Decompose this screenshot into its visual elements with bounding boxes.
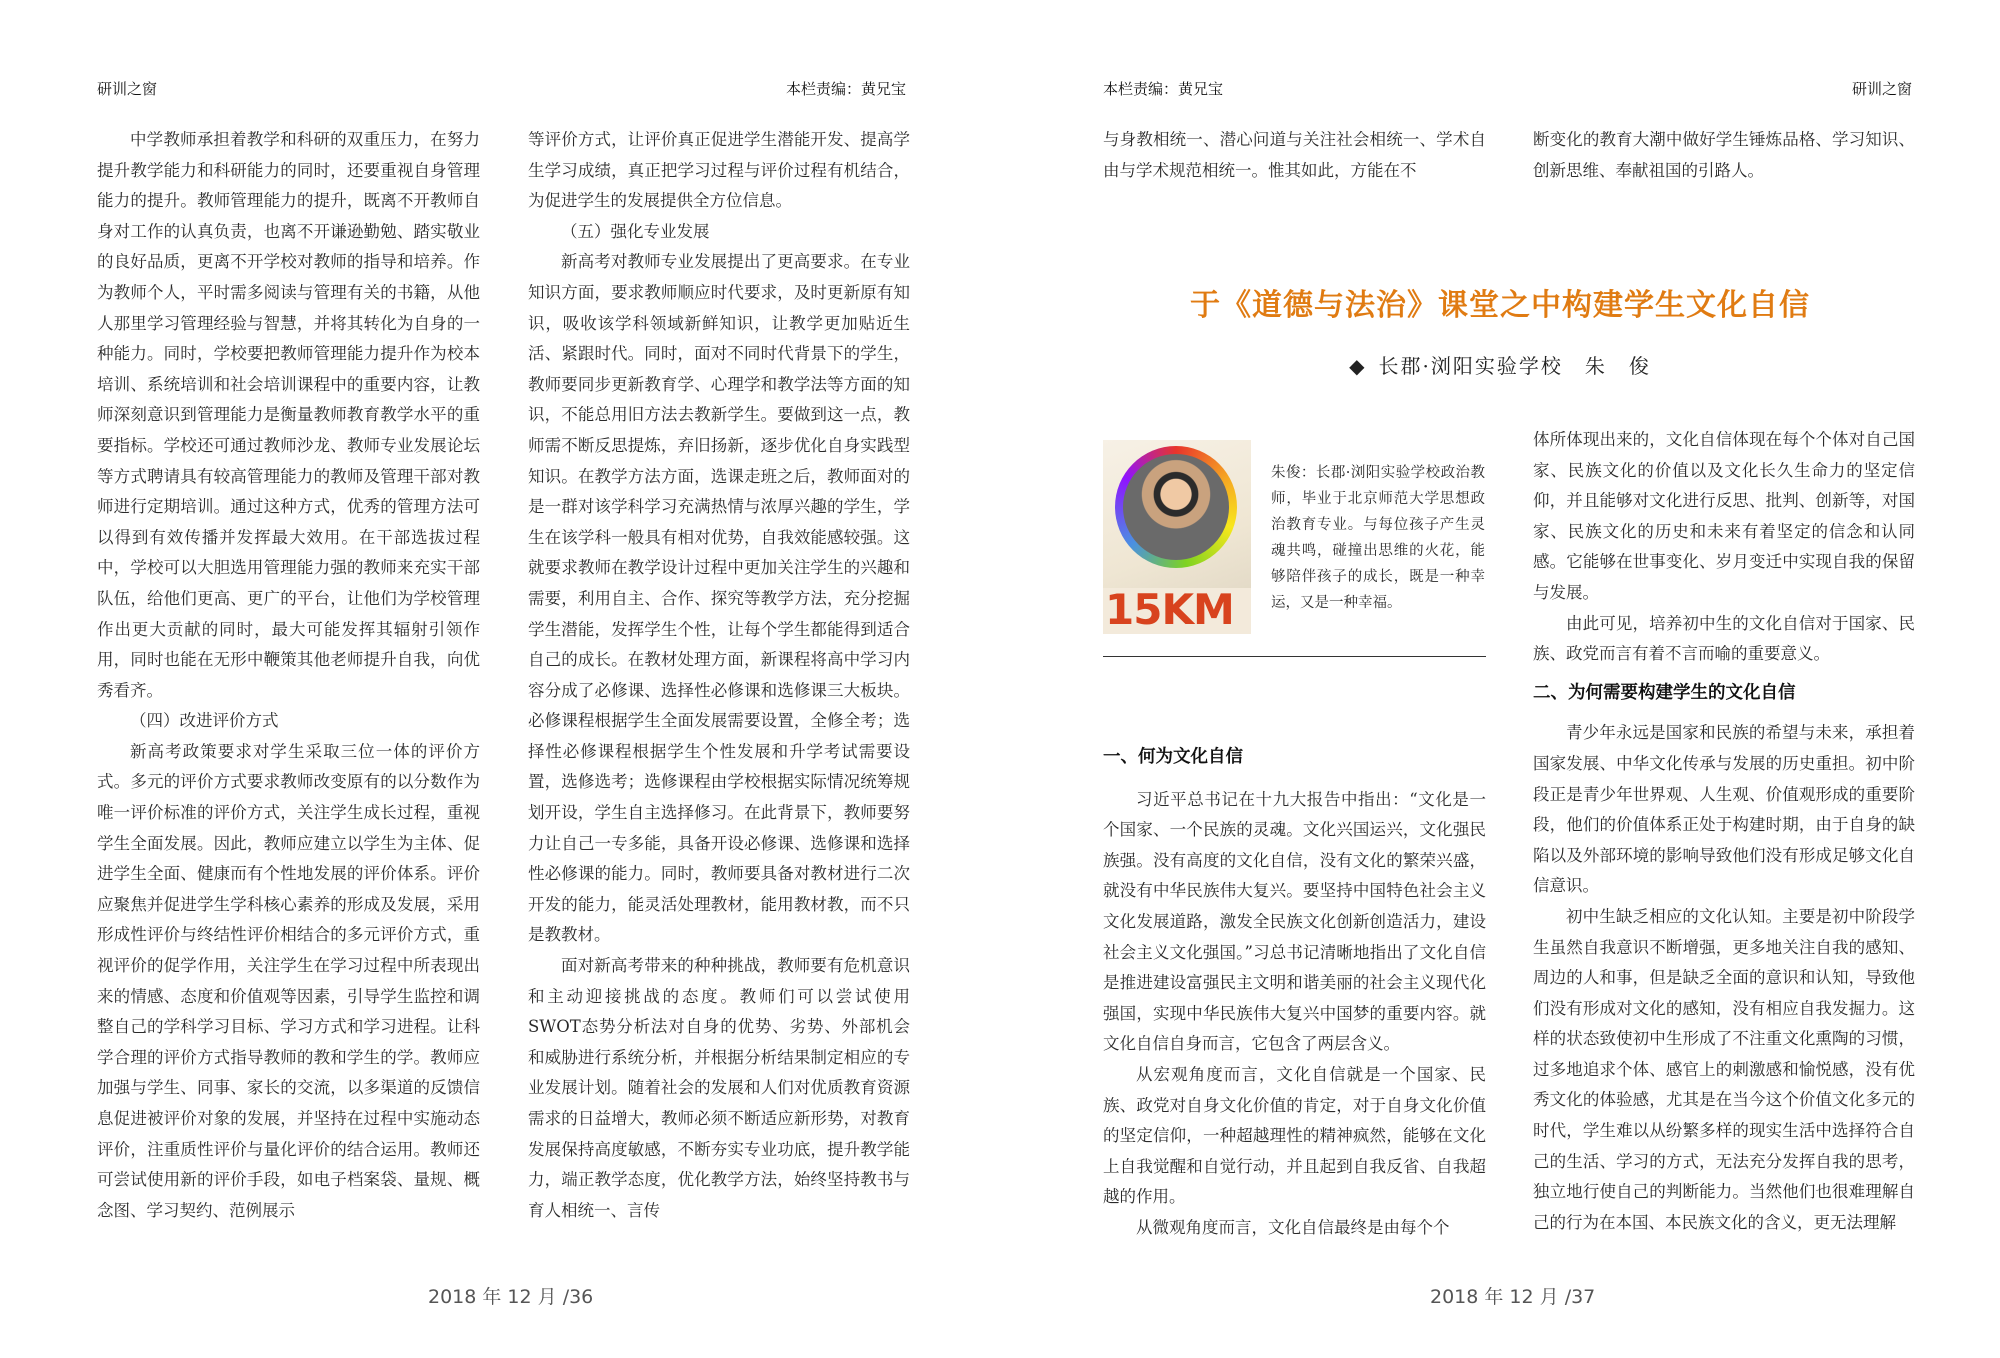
page-number-right: 2018 年 12 月 /37: [1430, 1286, 1596, 1308]
byline: [1000, 350, 2000, 379]
spacer: [1533, 670, 1915, 678]
author-box: [1103, 440, 1485, 650]
photo-ring: [1115, 446, 1237, 568]
spacer: [1533, 708, 1915, 718]
author-bio: 朱俊：长郡·浏阳实验学校政治教师，毕业于北京师范大学思想政治教育专业。与每位孩子产生灵魂共鸣，碰撞出思维的火花，能够陪伴孩子的成长，既是一种幸运，又是一种幸福。: [1271, 465, 1485, 611]
subheading-evaluation: （四）改进评价方式: [130, 711, 279, 731]
paragraph: 习近平总书记在十九大报告中指出：“文化是一个国家、一个民族的灵魂。文化兴国运兴，文化强民族强。没有高度的文化自信，没有文化的繁荣兴盛，就没有中华民族伟大复兴。要坚持中国特色社会主义文化发展道路，激发全民族文化创新创造活力，建设社会主义文化强国。”习总书记清晰地指出了文化自信是推进建设富强民主文明和谐美丽的社会主义现代化强国，实现中华民族伟大复兴中国梦的重要内容。就文化自信自身而言，它包含了两层含义。: [1103, 789, 1486, 1054]
paragraph: 中学教师承担着教学和科研的双重压力，在努力提升教学能力和科研能力的同时，还要重视自身管理能力的提升。教师管理能力的提升，既离不开教师自身对工作的认真负责，也离不开谦逊勤勉、踏实敬业的良好品质，更离不开学校对教师的指导和培养。作为教师个人，平时需多阅读与管理有关的书籍，从他人那里学习管理经验与智慧，并将其转化为自身的一种能力。同时，学校要把教师管理能力提升作为校本培训、系统培训和社会培训课程中的重要内容，让教师深刻意识到管理能力是衡量教师教育教学水平的重要指标。学校还可通过教师沙龙、教师专业发展论坛等方式聘请具有较高管理能力的教师及管理干部对教师进行定期培训。通过这种方式，优秀的管理方法可以得到有效传播并发挥最大效用。在干部选拔过程中，学校可以大胆选用管理能力强的教师来充实干部队伍，给他们更高、更广的平台，让他们为学校管理作出更大贡献的同时，最大可能发挥其辐射引领作用，同时也能在无形中鞭策其他老师提升自我，向优秀看齐。: [97, 130, 480, 700]
author-photo: [1103, 440, 1251, 634]
paragraph: 体所体现出来的，文化自信体现在每个个体对自己国家、民族文化的价值以及文化长久生命力的坚定信仰，并且能够对文化进行反思、批判、创新等，对国家、民族文化的历史和未来有着坚定的信念和认同感。它能够在世事变化、岁月变迁中实现自我的保留与发展。: [1533, 430, 1915, 602]
section-name-left: 研训之窗: [97, 80, 158, 98]
paragraph: 从宏观角度而言，文化自信就是一个国家、民族、政党对自身文化价值的肯定，对于自身文化价值的坚定信仰，一种超越理性的精神疯然，能够在文化上自我觉醒和自觉行动，并且起到自我反省、自我超越的作用。: [1103, 1064, 1486, 1207]
photo-banner-text: 15KM: [1105, 585, 1234, 634]
paragraph: 从微观角度而言，文化自信最终是由每个个: [1136, 1217, 1450, 1237]
section-heading-why-build-confidence: 二、为何需要构建学生的文化自信: [1533, 682, 1796, 703]
right-top-column-1: [1103, 125, 1486, 186]
page-number-left: 2018 年 12 月 /36: [428, 1286, 594, 1308]
right-column-1: [1103, 742, 1486, 1244]
paragraph: 等评价方式，让评价真正促进学生潜能开发、提高学生学习成绩，真正把学习过程与评价过程有机结合，为促进学生的发展提供全方位信息。: [528, 130, 910, 211]
paragraph: 青少年永远是国家和民族的希望与未来，承担着国家发展、中华文化传承与发展的历史重担。初中阶段正是青少年世界观、人生观、价值观形成的重要阶段，他们的价值体系正处于构建时期，由于自身的缺陷以及外部环境的影响导致他们没有形成足够文化自信意识。: [1533, 723, 1915, 896]
portrait: [1123, 454, 1229, 560]
subheading-professional-development: （五）强化专业发展: [561, 221, 710, 241]
diamond-icon: ◆: [1349, 354, 1367, 378]
article-title: 于《道德与法治》课堂之中构建学生文化自信: [1190, 288, 1810, 323]
right-top-column-2: [1533, 125, 1915, 186]
section-name-right: 研训之窗: [1852, 80, 1913, 98]
left-column-2: [528, 125, 910, 1226]
right-column-2: [1533, 425, 1915, 1238]
spacer: [1103, 773, 1486, 785]
paragraph: 新高考对教师专业发展提出了更高要求。在专业知识方面，要求教师顺应时代要求，及时更新原有知识，吸收该学科领域新鲜知识，让教学更加贴近生活、紧跟时代。同时，面对不同时代背景下的学生，教师要同步更新教育学、心理学和教学法等方面的知识，不能总用旧方法去教新学生。要做到这一点，教师需不断反思提炼，弃旧扬新，逐步优化自身实践型知识。在教学方法方面，选课走班之后，教师面对的是一群对该学科学习充满热情与浓厚兴趣的学生，学生在该学科一般具有相对优势，自我效能感较强。这就要求教师在教学设计过程中更加关注学生的兴趣和需要，利用自主、合作、探究等教学方法，充分挖掘学生潜能，发挥学生个性，让每个学生都能得到适合自己的成长。在教材处理方面，新课程将高中学习内容分成了必修课、选择性必修课和选修课三大板块。必修课程根据学生全面发展需要设置，全修全考；选择性必修课程根据学生个性发展和升学考试需要设置，选修选考；选修课程由学校根据实际情况统筹规划开设，学生自主选择修习。在此背景下，教师要努力让自己一专多能，具备开设必修课、选修课和选择性必修课的能力。同时，教师要具备对教材进行二次开发的能力，能灵活处理教材，能用教材教，而不只是教教材。: [528, 252, 910, 945]
paragraph: 由此可见，培养初中生的文化自信对于国家、民族、政党而言有着不言而喻的重要意义。: [1533, 613, 1915, 664]
author-affiliation: 长郡·浏阳实验学校 朱 俊: [1378, 354, 1651, 378]
paragraph: 与身教相统一、潜心问道与关注社会相统一、学术自由与学术规范相统一。惟其如此，方能在不: [1103, 130, 1486, 180]
divider: [1103, 656, 1486, 657]
paragraph: 初中生缺乏相应的文化认知。主要是初中阶段学生虽然自我意识不断增强，更多地关注自我的感知、周边的人和事，但是缺乏全面的意识和认知，导致他们没有形成对文化的感知，没有相应自我发掘力。这样的状态致使初中生形成了不注重文化熏陶的习惯，过多地追求个体、感官上的刺激感和愉悦感，没有优秀文化的体验感，尤其是在当今这个价值文化多元的时代，学生难以从纷繁多样的现实生活中选择符合自己的生活、学习的方式，无法充分发挥自我的思考，独立地行使自己的判断能力。当然他们也很难理解自己的行为在本国、本民族文化的含义，更无法理解: [1533, 906, 1915, 1232]
paragraph: 新高考政策要求对学生采取三位一体的评价方式。多元的评价方式要求教师改变原有的以分数作为唯一评价标准的评价方式，关注学生成长过程，重视学生全面发展。因此，教师应建立以学生为主体、促进学生全面、健康而有个性地发展的评价体系。评价应聚焦并促进学生学科核心素养的形成及发展，采用形成性评价与终结性评价相结合的多元评价方式，重视评价的促学作用，关注学生在学习过程中所表现出来的情感、态度和价值观等因素，引导学生监控和调整自己的学科学习目标、学习方式和学习进程。让科学合理的评价方式指导教师的教和学生的学。教师应加强与学生、同事、家长的交流，以多渠道的反馈信息促进被评价对象的发展，并坚持在过程中实施动态评价，注重质性评价与量化评价的结合运用。教师还可尝试使用新的评价手段，如电子档案袋、量规、概念图、学习契约、范例展示: [97, 741, 480, 1220]
left-column-1: [97, 125, 480, 1226]
editor-credit-right: 本栏责编：黄兄宝: [1103, 80, 1224, 98]
editor-credit-left: 本栏责编：黄兄宝: [786, 80, 907, 98]
paragraph: 断变化的教育大潮中做好学生锤炼品格、学习知识、创新思维、奉献祖国的引路人。: [1533, 130, 1915, 180]
paragraph: 面对新高考带来的种种挑战，教师要有危机意识和主动迎接挑战的态度。教师们可以尝试使用SWOT态势分析法对自身的优势、劣势、外部机会和威胁进行系统分析，并根据分析结果制定相应的专业发展计划。随着社会的发展和人们对优质教育资源需求的日益增大，教师必须不断适应新形势，对教育发展保持高度敏感，不断夯实专业功底，提升教学能力，端正教学态度，优化教学方法，始终坚持教书与育人相统一、言传: [528, 956, 910, 1220]
section-heading-what-is-cultural-confidence: 一、何为文化自信: [1103, 747, 1243, 767]
